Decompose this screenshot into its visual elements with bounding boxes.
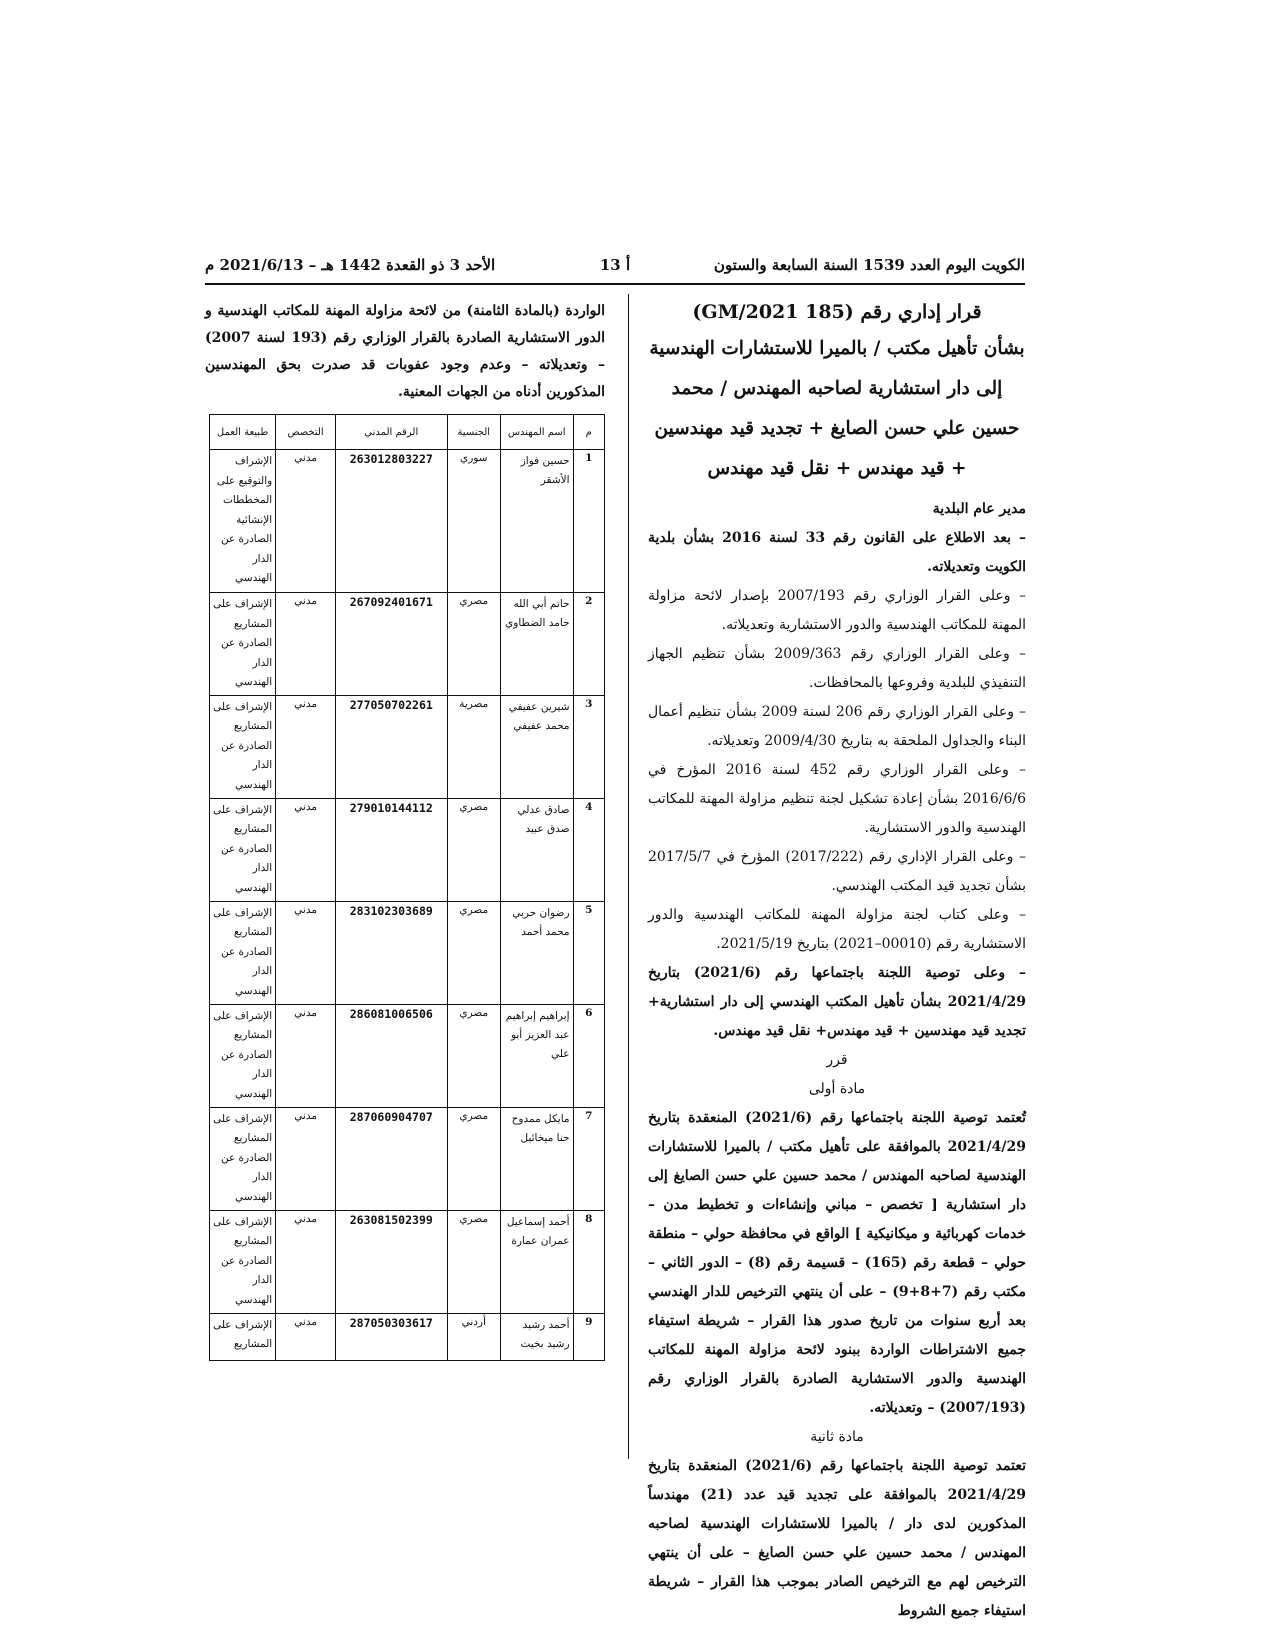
issue-date: الأحد 3 ذو القعدة 1442 هـ – 2021/6/13 م: [205, 256, 496, 274]
article-1-title: مادة أولى: [808, 1081, 866, 1097]
nationality: سوري: [447, 450, 500, 593]
table-row: [210, 1210, 605, 1313]
row-index: 1: [573, 450, 604, 593]
civil-id: 263012803227: [335, 450, 447, 593]
table-row: [210, 695, 605, 798]
civil-id: 286081006506: [335, 1004, 447, 1107]
recital: – وعلى القرار الوزاري رقم 2007/193 بإصدار لائحة مزاولة المهنة للمكاتب الهندسية والدور الاستشارية وتعديلاته.: [648, 588, 1027, 633]
engineer-name: رضوان حربي محمد أحمد: [500, 901, 573, 1004]
decision-title: قرار إداري رقم (185 2021/GM): [692, 301, 982, 323]
gazette-issue: الكويت اليوم العدد 1539 السنة السابعة والستون: [713, 256, 1025, 274]
nationality: مصري: [447, 1004, 500, 1107]
nationality: مصري: [447, 1210, 500, 1313]
specialty: مدني: [276, 695, 336, 798]
nationality: مصري: [447, 798, 500, 901]
recital: – وعلى القرار الوزاري رقم 206 لسنة 2009 بشأن تنظيم أعمال البناء والجداول الملحقة به بتاريخ 2009/4/30 وتعديلاته.: [648, 704, 1027, 749]
civil-id: 287050303617: [335, 1313, 447, 1360]
engineer-name: شيرين عفيفي محمد عفيفي: [500, 695, 573, 798]
engineers-column: [205, 298, 605, 1361]
table-row: [210, 1313, 605, 1360]
civil-id: 277050702261: [335, 695, 447, 798]
row-index: 4: [573, 798, 604, 901]
table-row: [210, 1004, 605, 1107]
col-header-specialty: التخصص: [276, 415, 336, 450]
civil-id: 283102303689: [335, 901, 447, 1004]
row-index: 9: [573, 1313, 604, 1360]
nationality: مصري: [447, 1107, 500, 1210]
nationality: مصري: [447, 901, 500, 1004]
col-header-nationality: الجنسية: [447, 415, 500, 450]
nationality: أردني: [447, 1313, 500, 1360]
row-index: 2: [573, 593, 604, 696]
table-row: [210, 798, 605, 901]
specialty: مدني: [276, 1004, 336, 1107]
col-header-civil-id: الرقم المدني: [335, 415, 447, 450]
engineer-name: إبراهيم إبراهيم عبد العزيز أبو علي: [500, 1004, 573, 1107]
specialty: مدني: [276, 901, 336, 1004]
article-2-title: مادة ثانية: [810, 1429, 864, 1445]
engineer-name: أحمد إسماعيل عمران عمارة: [500, 1210, 573, 1313]
specialty: مدني: [276, 1210, 336, 1313]
article-1-text: تُعتمد توصية اللجنة باجتماعها رقم (2021/6) المنعقدة بتاريخ 2021/4/29 بالموافقة على تأهيل مكتب / بالميرا للاستشارات الهندسية لصاحبه المهندس / محمد حسين علي حسن الصايغ إلى دار استشارية [ تخصص – مباني وإنشاءات و تخطيط مدن – خدمات كهربائية و ميكانيكية ] الواقع في محافظة حولي – منطقة حولي – قطعة رقم (165) – قسيمة رقم (8) – الدور الثاني – مكتب رقم (7+8+9) – على أن ينتهي الترخيص للدار الهندسي بعد أربع سنوات من تاريخ صدور هذا القرار – شريطة استيفاء جميع الاشتراطات الواردة ببنود لائحة مزاولة المهنة للمكاتب الهندسية والدور الاستشارية الصادرة بالقرار الوزاري رقم (2007/193) – وتعديلاته.: [648, 1110, 1027, 1416]
col-header-name: اسم المهندس: [500, 415, 573, 450]
work-nature: الإشراف والتوقيع على المخططات الإنشائية الصادرة عن الدار الهندسي: [210, 450, 276, 593]
page-number: أ 13: [599, 256, 631, 274]
work-nature: الإشراف على المشاريع الصادرة عن الدار الهندسي: [210, 1210, 276, 1313]
decision-subtitle: بشأن تأهيل مكتب / بالميرا للاستشارات الهندسية إلى دار استشارية لصاحبه المهندس / محمد حسين علي حسن الصايغ + تجديد قيد مهندسين + قيد مهندس + نقل قيد مهندس: [649, 338, 1025, 479]
civil-id: 263081502399: [335, 1210, 447, 1313]
nationality: مصرية: [447, 695, 500, 798]
decision-column: [648, 298, 1027, 1619]
nationality: مصري: [447, 593, 500, 696]
specialty: مدني: [276, 1107, 336, 1210]
recital: – وعلى القرار الإداري رقم (2017/222) المؤرخ في 2017/5/7 بشأن تجديد قيد المكتب الهندسي.: [648, 849, 1027, 894]
recital: – وعلى توصية اللجنة باجتماعها رقم (2021/6) بتاريخ 2021/4/29 بشأن تأهيل المكتب الهندسي إلى دار استشارية+ تجديد قيد مهندسين + قيد مهندس+ نقل قيد مهندس.: [648, 965, 1026, 1039]
engineer-name: صادق عدلي صدق عبيد: [500, 798, 573, 901]
work-nature: الإشراف على المشاريع الصادرة عن الدار الهندسي: [210, 901, 276, 1004]
civil-id: 267092401671: [335, 593, 447, 696]
work-nature: الإشراف على المشاريع الصادرة عن الدار الهندسي: [210, 1004, 276, 1107]
decided-label: قرر: [826, 1052, 848, 1068]
recital: – بعد الاطلاع على القانون رقم 33 لسنة 2016 بشأن بلدية الكويت وتعديلاته.: [648, 530, 1027, 575]
header-divider: [205, 283, 1025, 285]
specialty: مدني: [276, 450, 336, 593]
engineer-name: حاتم أبي الله حامد الضطاوي: [500, 593, 573, 696]
civil-id: 287060904707: [335, 1107, 447, 1210]
engineer-name: أحمد رشيد رشيد بخيت: [500, 1313, 573, 1360]
row-index: 8: [573, 1210, 604, 1313]
engineers-table: [209, 414, 605, 1361]
table-row: [210, 593, 605, 696]
table-row: [210, 901, 605, 1004]
col-header-work-nature: طبيعة العمل: [210, 415, 276, 450]
work-nature: الإشراف على المشاريع الصادرة عن الدار الهندسي: [210, 593, 276, 696]
article-2-text: تعتمد توصية اللجنة باجتماعها رقم (2021/6) المنعقدة بتاريخ 2021/4/29 بالموافقة على تجديد قيد عدد (21) مهندساً المذكورين لدى دار / بالميرا للاستشارات الهندسية لصاحبه المهندس / محمد حسين علي حسن الصايغ – على أن ينتهي الترخيص لهم مع الترخيص الصادر بموجب هذا القرار – شريطة استيفاء جميع الشروط: [648, 1458, 1027, 1619]
director-line: مدير عام البلدية: [932, 501, 1026, 517]
table-row: [210, 1107, 605, 1210]
row-index: 6: [573, 1004, 604, 1107]
table-header-row: [210, 415, 605, 450]
work-nature: الإشراف على المشاريع الصادرة عن الدار الهندسي: [210, 1107, 276, 1210]
work-nature: الإشراف على المشاريع: [210, 1313, 276, 1360]
recital: – وعلى كتاب لجنة مزاولة المهنة للمكاتب الهندسية والدور الاستشارية رقم (00010–2021) بتاريخ 2021/5/19.: [648, 907, 1026, 952]
column-divider: [628, 294, 629, 1459]
page-header: [205, 256, 1025, 282]
row-index: 3: [573, 695, 604, 798]
specialty: مدني: [276, 798, 336, 901]
engineer-name: حسين فواز الأشقر: [500, 450, 573, 593]
specialty: مدني: [276, 1313, 336, 1360]
col-header-index: م: [573, 415, 604, 450]
civil-id: 279010144112: [335, 798, 447, 901]
row-index: 5: [573, 901, 604, 1004]
recital: – وعلى القرار الوزاري رقم 452 لسنة 2016 المؤرخ في 2016/6/6 بشأن إعادة تشكيل لجنة تنظيم مزاولة المهنة للمكاتب الهندسية والدور الاستشارية.: [648, 762, 1027, 836]
work-nature: الإشراف على المشاريع الصادرة عن الدار الهندسي: [210, 695, 276, 798]
work-nature: الإشراف على المشاريع الصادرة عن الدار الهندسي: [210, 798, 276, 901]
row-index: 7: [573, 1107, 604, 1210]
table-row: [210, 450, 605, 593]
engineer-name: مايكل ممدوح حنا ميخائيل: [500, 1107, 573, 1210]
continuation-text: الواردة (بالمادة الثامنة) من لائحة مزاولة المهنة للمكاتب الهندسية و الدور الاستشارية الصادرة بالقرار الوزاري رقم (193 لسنة 2007) – وتعديلاته – وعدم وجود عفوبات قد صدرت بحق المهندسين المذكورين أدناه من الجهات المعنية.: [205, 303, 605, 400]
specialty: مدني: [276, 593, 336, 696]
recital: – وعلى القرار الوزاري رقم 2009/363 بشأن تنظيم الجهاز التنفيذي للبلدية وفروعها بالمحافظات.: [648, 646, 1026, 691]
